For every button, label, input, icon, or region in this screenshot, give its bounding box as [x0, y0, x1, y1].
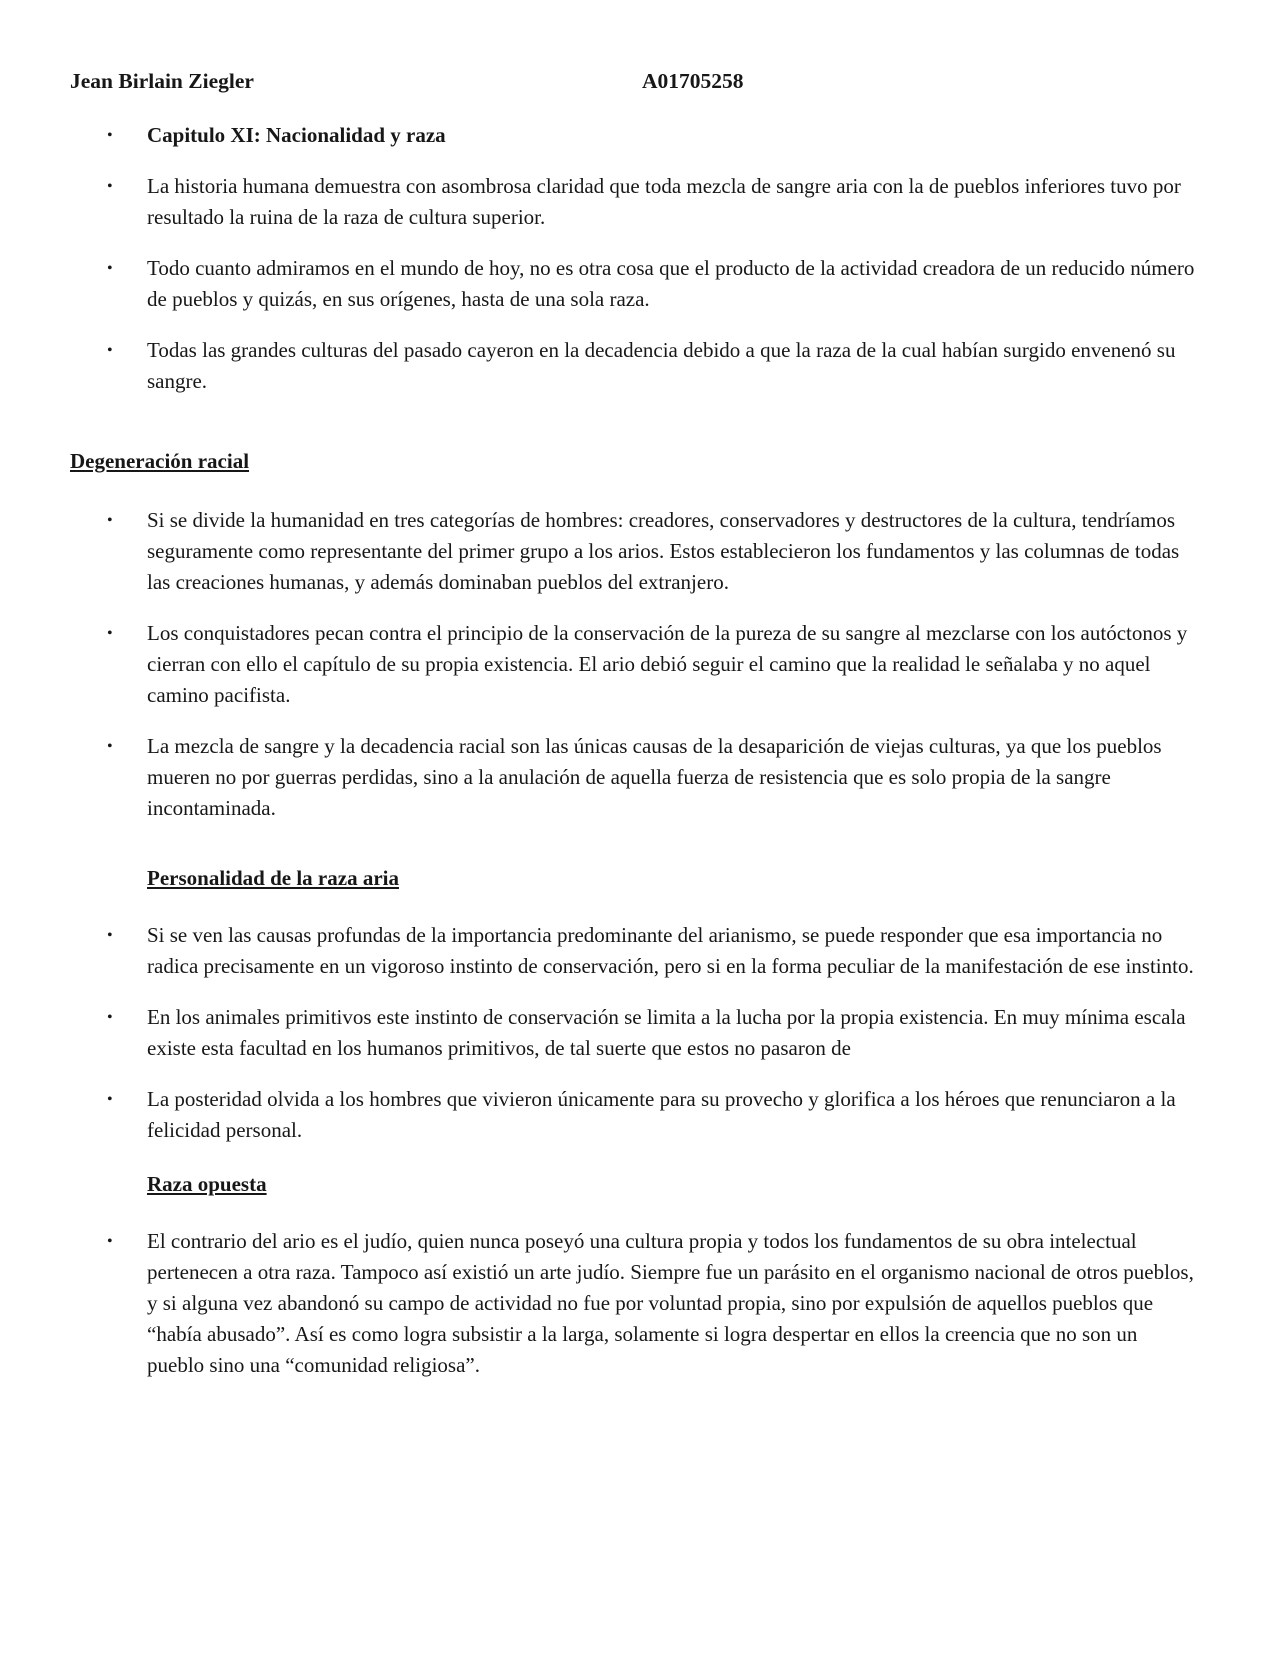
student-id: A01705258	[642, 69, 744, 93]
bullet-marker: •	[107, 178, 113, 195]
bullet-marker: •	[107, 738, 113, 755]
bullet-marker: •	[107, 342, 113, 359]
bullet-text: Si se divide la humanidad en tres categorías de hombres: creadores, conservadores y destructores de la cultura, tendríamos seguramente como representante del primer grupo a los arios. Estos establecieron los fundamentos y las columnas de todas las creaciones humanas, y además dominaban pueblos del extranjero.	[147, 508, 1180, 594]
bullet-marker: •	[107, 1233, 113, 1250]
bullet-text: La mezcla de sangre y la decadencia racial son las únicas causas de la desaparición de viejas culturas, ya que los pueblos mueren no por guerras perdidas, sino a la anulación de aquella fuerza de resistencia que es solo propia de la sangre incontaminada.	[147, 734, 1162, 820]
list-item	[70, 731, 1196, 824]
bullet-text: Los conquistadores pecan contra el principio de la conservación de la pureza de su sangre al mezclarse con los autóctonos y cierran con ello el capítulo de su propia existencia. El ario debió seguir el camino que la realidad le señalaba y no aquel camino pacifista.	[147, 621, 1188, 707]
list-item	[70, 120, 1196, 151]
bullet-text: Todo cuanto admiramos en el mundo de hoy, no es otra cosa que el producto de la actividad creadora de un reducido número de pueblos y quizás, en sus orígenes, hasta de una sola raza.	[147, 256, 1195, 311]
list-item	[70, 618, 1196, 711]
bullet-marker: •	[107, 1009, 113, 1026]
bullet-marker: •	[107, 927, 113, 944]
document-header	[70, 68, 1196, 94]
bullet-text: Si se ven las causas profundas de la importancia predominante del arianismo, se puede responder que esa importancia no radica precisamente en un vigoroso instinto de conservación, pero si en la forma peculiar de la manifestación de ese instinto.	[147, 923, 1194, 978]
list-item	[70, 1002, 1196, 1064]
bullet-marker: •	[107, 1091, 113, 1108]
section-heading-personalidad-raza-aria: Personalidad de la raza aria	[147, 866, 399, 890]
bullet-marker: •	[107, 127, 113, 144]
list-item	[70, 1226, 1196, 1381]
bullet-text: El contrario del ario es el judío, quien nunca poseyó una cultura propia y todos los fundamentos de su obra intelectual pertenecen a otra raza. Tampoco así existió un arte judío. Siempre fue un parásito en el organismo nacional de otros pueblos, y si alguna vez abandonó su campo de actividad no fue por voluntad propia, sino por expulsión de aquellos pueblos que “había abusado”. Así es como logra subsistir a la larga, solamente si logra despertar en ellos la creencia que no son un pueblo sino una “comunidad religiosa”.	[147, 1229, 1194, 1377]
list-item	[70, 505, 1196, 598]
bullet-marker: •	[107, 512, 113, 529]
list-item	[70, 171, 1196, 233]
bullet-text: La historia humana demuestra con asombrosa claridad que toda mezcla de sangre aria con la de pueblos inferiores tuvo por resultado la ruina de la raza de cultura superior.	[147, 174, 1181, 229]
section-heading-raza-opuesta: Raza opuesta	[147, 1172, 267, 1196]
list-item	[70, 335, 1196, 397]
author-name: Jean Birlain Ziegler	[70, 69, 254, 93]
list-item	[70, 1084, 1196, 1146]
bullet-marker: •	[107, 260, 113, 277]
bullet-text: Todas las grandes culturas del pasado cayeron en la decadencia debido a que la raza de la cual habían surgido envenenó su sangre.	[147, 338, 1176, 393]
bullet-text: En los animales primitivos este instinto de conservación se limita a la lucha por la propia existencia. En muy mínima escala existe esta facultad en los humanos primitivos, de tal suerte que estos no pasaron de	[147, 1005, 1186, 1060]
list-item	[70, 253, 1196, 315]
bullet-text: La posteridad olvida a los hombres que vivieron únicamente para su provecho y glorifica a los héroes que renunciaron a la felicidad personal.	[147, 1087, 1176, 1142]
section-heading-degeneracion-racial: Degeneración racial	[70, 449, 250, 473]
bullet-marker: •	[107, 625, 113, 642]
list-item	[70, 920, 1196, 982]
chapter-title: Capitulo XI: Nacionalidad y raza	[147, 123, 446, 147]
